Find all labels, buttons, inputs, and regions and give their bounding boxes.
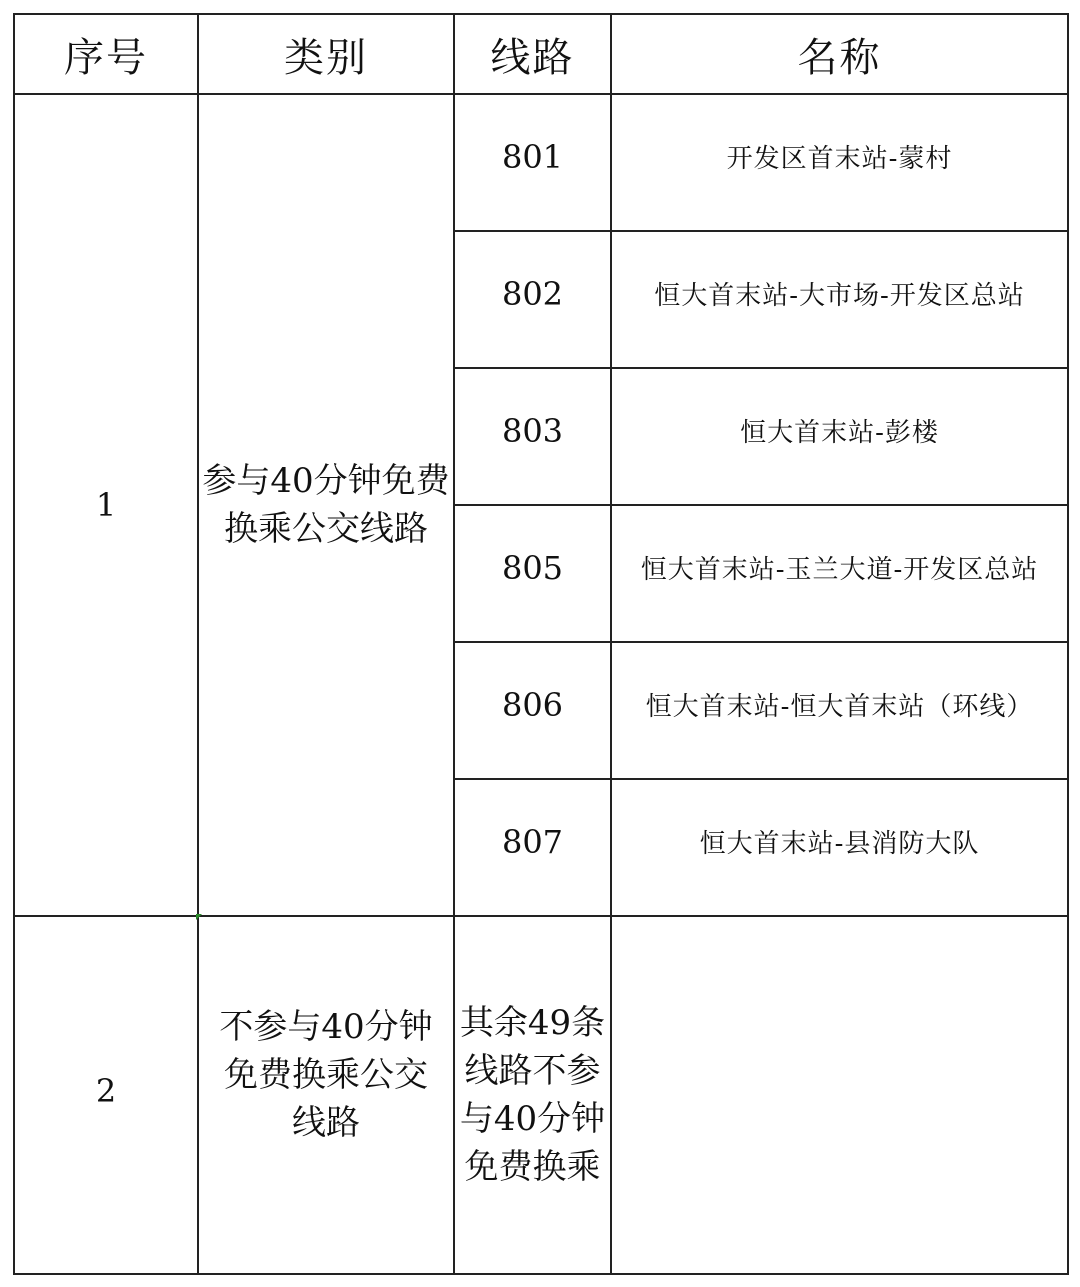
route-number-cell (454, 642, 611, 779)
route-name-cell (611, 779, 1068, 916)
header-seq: 序号 (14, 14, 198, 94)
route-name-cell (611, 94, 1068, 231)
group2-seq: 2 (95, 1072, 117, 1110)
header-category: 类别 (198, 14, 454, 94)
route-name: 恒大首末站-彭楼 (740, 418, 939, 448)
table-row (14, 916, 1068, 1274)
table-row (14, 94, 1068, 231)
table-header-row (14, 14, 1068, 94)
group1-category: 参与40分钟免费换乘公交线路 (198, 94, 454, 916)
route-number: 802 (501, 274, 564, 313)
route-name-cell (611, 505, 1068, 642)
group1-seq: 1 (14, 94, 198, 916)
route-name-cell (611, 368, 1068, 505)
route-number-cell (454, 94, 611, 231)
route-number: 806 (501, 685, 564, 724)
group2-seq-cell (14, 916, 198, 1274)
route-name-cell (611, 642, 1068, 779)
route-number: 801 (501, 137, 564, 176)
bus-route-table (13, 13, 1069, 1275)
route-name: 恒大首末站-县消防大队 (699, 829, 980, 859)
route-number-cell (454, 779, 611, 916)
route-name: 恒大首末站-大市场-开发区总站 (654, 281, 1025, 311)
route-number-cell (454, 505, 611, 642)
header-route: 线路 (454, 14, 611, 94)
header-name: 名称 (611, 14, 1068, 94)
route-name: 恒大首末站-恒大首末站（环线） (645, 692, 1034, 722)
group2-name (611, 916, 1068, 1274)
route-number: 803 (501, 411, 564, 450)
group2-route: 其余49条线路不参与40分钟免费换乘 (454, 916, 611, 1274)
route-number: 805 (501, 548, 564, 587)
route-name: 恒大首末站-玉兰大道-开发区总站 (640, 555, 1039, 585)
route-number-cell (454, 368, 611, 505)
route-name: 开发区首末站-蒙村 (726, 144, 953, 174)
group2-category-cell (198, 916, 454, 1274)
route-number-cell (454, 231, 611, 368)
route-name-cell (611, 231, 1068, 368)
route-number: 807 (501, 822, 564, 861)
group2-category: 不参与40分钟免费换乘公交线路 (219, 1007, 433, 1143)
